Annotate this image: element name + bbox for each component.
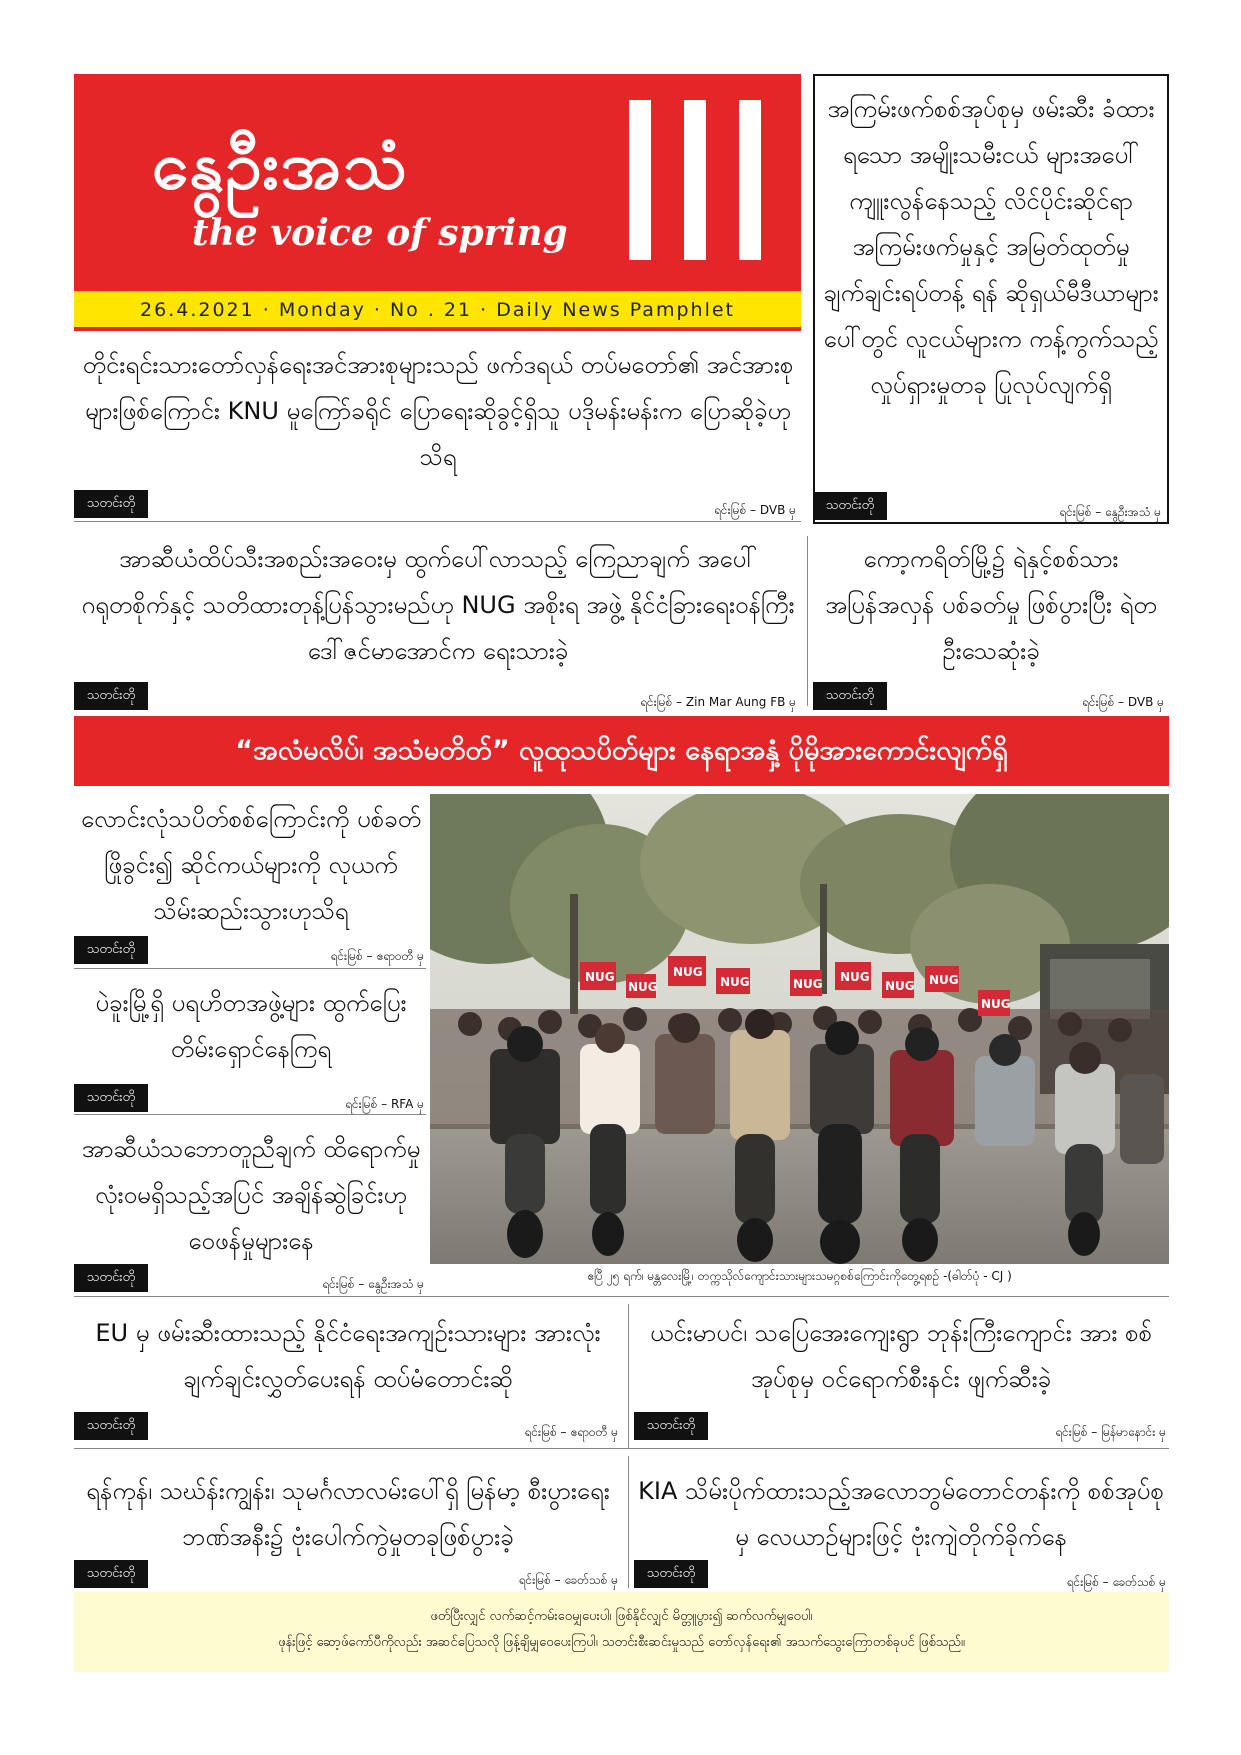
story-7-source: ရင်းမြစ် – နွေဦးအသံ မှ (322, 1277, 424, 1291)
nug-sign: NUG (673, 965, 703, 979)
story-tag: သတင်းတို (74, 682, 148, 710)
nug-sign: NUG (929, 973, 959, 987)
story-5-text: လောင်းလုံသပိတ်စစ်ကြောင်းကို ပစ်ခတ်ဖြိုခွင်း၍ ဆိုင်ကယ်များကို လုယက်သိမ်းဆည်းသွားဟုသိရ (80, 805, 422, 925)
story-tag: သတင်းတို (74, 1084, 148, 1112)
headline-banner: “အလံမလိပ်၊ အသံမတိတ်” လူထုသပိတ်များ နေရာအနှံ့ ပိုမိုအားကောင်းလျက်ရှိ (74, 716, 1169, 786)
story-6-text: ပဲခူးမြို့ရှိ ပရဟိတအဖွဲ့များ ထွက်ပြေးတိမ်းရှောင်နေကြရ (95, 989, 407, 1063)
story-tag: သတင်းတို (74, 1412, 148, 1440)
divider (74, 1114, 426, 1115)
protest-photo (430, 794, 1169, 1264)
dateline: 26.4.2021 · Monday · No . 21 · Daily News Pamphlet (74, 291, 801, 331)
story-10-text: ရန်ကုန်၊ သဃ်န်းကျွန်း၊ သုမင်္ဂလာလမ်းပေါ်ရှိ မြန်မာ့ စီးပွားရေးဘဏ်အနီး၌ ဗုံးပေါက်ကွဲမှုတခုဖြစ်ပွားခဲ့ (86, 1477, 610, 1551)
nug-sign: NUG (840, 970, 870, 984)
story-1-source: ရင်းမြစ် – DVB မှ (714, 503, 796, 517)
story-9-source: ရင်းမြစ် – မြန်မာနောင်း မှ (1055, 1425, 1166, 1439)
story-tag: သတင်းတို (813, 492, 887, 520)
nug-sign: NUG (793, 977, 823, 991)
footer-notice (74, 1592, 1169, 1672)
footer-line-2: ဖုန်းဖြင့် ဆော့ဖ်ကော်ပီကိုလည်း အဆင်ပြေသလို ဖြန့်ချိမျှဝေပေးကြပါ၊ သတင်းစီးဆင်းမှုသည် တော်လှန်ရေး၏ အသက်သွေးကြောတစ်ခုပင် ဖြစ်သည်။ (278, 1635, 965, 1650)
story-10-source: ရင်းမြစ် – ခေတ်သစ် မှ (518, 1573, 618, 1587)
story-tag: သတင်းတို (813, 682, 887, 710)
story-tag: သတင်းတို (74, 936, 148, 964)
story-3-source: ရင်းမြစ် – Zin Mar Aung FB မှ (640, 695, 796, 709)
divider (74, 1448, 1169, 1449)
nug-sign: NUG (628, 980, 658, 994)
story-2-source: ရင်းမြစ် – နွေဦးအသံ မှ (1059, 505, 1161, 519)
divider (628, 1304, 629, 1448)
story-11-source: ရင်းမြစ် – ခေတ်သစ် မှ (1066, 1575, 1166, 1589)
story-4-source: ရင်းမြစ် – DVB မှ (1082, 695, 1164, 709)
story-1-text: တိုင်းရင်းသားတော်လှန်ရေးအင်အားစုများသည် ဖက်ဒရယ် တပ်မတော်၏ အင်အားစုများဖြစ်ကြောင်း KNU မူကြော်ခရိုင် ပြောရေးဆိုခွင့်ရှိသူ ပဒိုမန်းမန်းက ပြောဆိုခဲ့ဟုသိရ (82, 351, 794, 471)
story-11-text: KIA သိမ်းပိုက်ထားသည့်အလောဘွမ်တောင်တန်းကို စစ်အုပ်စုမှ လေယာဉ်များဖြင့် ဗုံးကျဲတိုက်ခိုက်နေ (638, 1477, 1164, 1551)
nug-sign: NUG (585, 970, 615, 984)
story-tag: သတင်းတို (634, 1412, 708, 1440)
story-8-text: EU မှ ဖမ်းဆီးထားသည့် နိုင်ငံရေးအကျဉ်းသားများ အားလုံး ချက်ချင်းလွှတ်ပေးရန် ထပ်မံတောင်းဆို (95, 1319, 601, 1393)
story-2-text: အကြမ်းဖက်စစ်အုပ်စုမှ ဖမ်းဆီး ခံထားရသော အမျိုးသမီးငယ် များအပေါ် ကျူးလွန်နေသည့် လိင်ပိုင်းဆိုင်ရာအကြမ်းဖက်မှုနှင့် အမြတ်ထုတ်မှု ချက်ချင်းရပ်တန့် ရန် ဆိုရှယ်မီဒီယာများပေါ်တွင် လူငယ်များက ကန့်ကွက်သည့် လှုပ်ရှားမှုတခု ပြုလုပ်လျက်ရှိ (823, 95, 1159, 399)
masthead-subtitle: the voice of spring (192, 212, 568, 254)
story-6-source: ရင်းမြစ် – RFA မှ (345, 1097, 424, 1111)
masthead-title: နွေဦးအသံ (152, 127, 409, 204)
story-tag: သတင်းတို (74, 1560, 148, 1588)
divider (74, 1296, 1169, 1297)
story-5-source: ရင်းမြစ် – ဧရာဝတီ မှ (330, 949, 424, 963)
story-tag: သတင်းတို (634, 1560, 708, 1588)
story-8-source: ရင်းမြစ် – ဧရာဝတီ မှ (524, 1425, 618, 1439)
masthead-bar (629, 100, 651, 260)
nug-sign: NUG (981, 997, 1011, 1011)
nug-sign: NUG (885, 979, 915, 993)
protest-photo-illustration (430, 794, 1169, 1264)
masthead (74, 74, 801, 291)
photo-caption: ဧပြီ ၂၅ ရက်၊ မန္တလေးမြို့၊ တက္ကသိုလ်ကျောင်းသားများသမဂ္ဂစစ်ကြောင်းကိုတွေ့ရစဉ် -(ဓါတ်ပုံ - CJ ) (587, 1269, 1012, 1283)
story-7-text: အာဆီယံသဘောတူညီချက် ထိရောက်မှုလုံးဝမရှိသည့်အပြင် အချိန်ဆွဲခြင်းဟု ဝေဖန်မှုများနေ (81, 1135, 421, 1255)
story-4-text: ကော့ကရိတ်မြို့၌ ရဲနှင့်စစ်သား အပြန်အလှန် ပစ်ခတ်မှု ဖြစ်ပွားပြီး ရဲတဦးသေဆုံးခဲ့ (825, 545, 1157, 665)
divider (807, 536, 808, 706)
story-3-text: အာဆီယံထိပ်သီးအစည်းအဝေးမှ ထွက်ပေါ်လာသည့် ကြေညာချက် အပေါ် ဂရုတစိုက်နှင့် သတိထားတုန့်ပြန်သွားမည်ဟု NUG အစိုးရ အဖွဲ့ နိုင်ငံခြားရေးဝန်ကြီး ဒေါ်ဇင်မာအောင်က ရေးသားခဲ့ (81, 545, 795, 665)
divider (74, 521, 801, 522)
masthead-bar (739, 100, 761, 260)
nug-sign: NUG (720, 975, 750, 989)
footer-line-1: ဖတ်ပြီးလျှင် လက်ဆင့်ကမ်းဝေမျှပေးပါ၊ ဖြစ်နိုင်လျှင် မိတ္တူပွား၍ ဆက်လက်မျှဝေပါ၊ (430, 1609, 813, 1624)
story-tag: သတင်းတို (74, 1264, 148, 1292)
divider (628, 1456, 629, 1588)
story-9-text: ယင်းမာပင်၊ သပြေအေးကျေးရွာ ဘုန်းကြီးကျောင်း အား စစ်အုပ်စုမှ ဝင်ရောက်စီးနင်း ဖျက်ဆီးခဲ့ (649, 1319, 1153, 1393)
story-tag: သတင်းတို (74, 490, 148, 518)
boxed-story (813, 74, 1169, 524)
masthead-bar (684, 100, 706, 260)
divider (74, 968, 426, 969)
